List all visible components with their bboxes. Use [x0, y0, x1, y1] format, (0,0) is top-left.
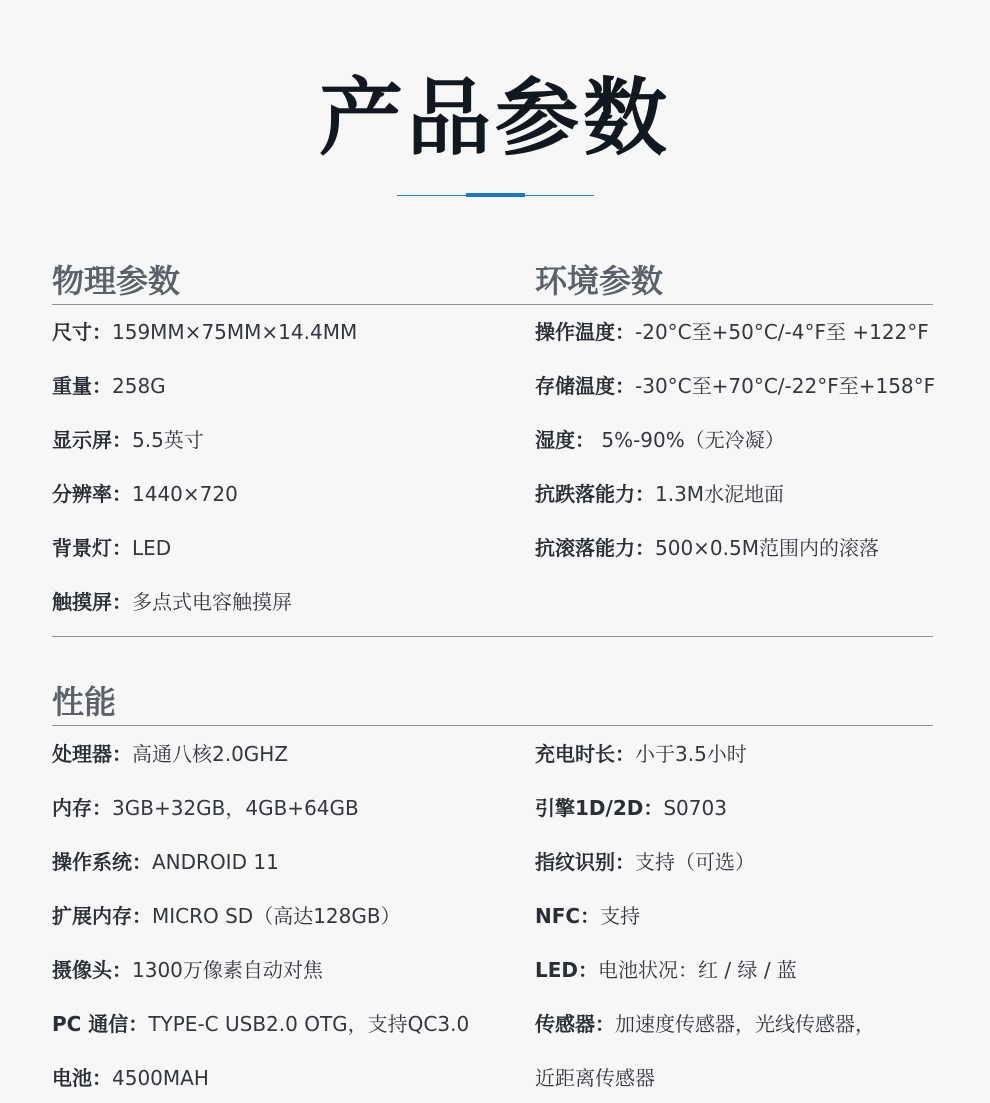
spec-key: 湿度：: [535, 428, 595, 452]
spec-value: 高通八核2.0GHZ: [132, 742, 289, 766]
spec-row-sensors-continued: [535, 1064, 655, 1092]
environment-params-heading: 环境参数: [535, 262, 664, 300]
page-title: 产品参数: [318, 69, 671, 167]
spec-row-operating-temp: [535, 318, 929, 346]
spec-key: 内存：: [52, 796, 112, 820]
spec-value: -20°C至+50°C/-4°F至 +122°F: [635, 320, 929, 344]
spec-value: 多点式电容触摸屏: [132, 590, 292, 614]
physical-params-heading: 物理参数: [52, 262, 181, 300]
spec-key: 充电时长：: [535, 742, 635, 766]
section-divider: [52, 725, 933, 726]
performance-heading: 性能: [52, 683, 117, 721]
spec-key: 摄像头：: [52, 958, 132, 982]
spec-value: 258G: [112, 374, 166, 398]
spec-value: 500×0.5M范围内的滚落: [655, 536, 879, 560]
spec-row-weight: [52, 372, 166, 400]
spec-value: 5%-90%（无冷凝）: [595, 428, 785, 452]
spec-row-charge-time: [535, 740, 747, 768]
spec-value: MICRO SD（高达128GB）: [152, 904, 401, 928]
spec-row-backlight: [52, 534, 171, 562]
spec-value: 1300万像素自动对焦: [132, 958, 323, 982]
spec-key: 抗滚落能力：: [535, 536, 655, 560]
spec-row-nfc: [535, 902, 640, 930]
spec-value: 加速度传感器，光线传感器，: [615, 1012, 875, 1036]
spec-value: 4500MAH: [112, 1066, 209, 1090]
spec-row-touchscreen: [52, 588, 292, 616]
spec-value: 支持（可选）: [635, 850, 755, 874]
spec-row-battery: [52, 1064, 209, 1092]
spec-row-storage-temp: [535, 372, 935, 400]
spec-key: 处理器：: [52, 742, 132, 766]
spec-key: 操作系统：: [52, 850, 152, 874]
spec-value: 小于3.5小时: [635, 742, 747, 766]
spec-key: 显示屏：: [52, 428, 132, 452]
spec-row-tumble-resistance: [535, 534, 879, 562]
spec-key: LED：: [535, 958, 599, 982]
spec-key: 引擎1D/2D：: [535, 796, 664, 820]
spec-row-expansion: [52, 902, 401, 930]
spec-row-led: [535, 956, 797, 984]
spec-value: 近距离传感器: [535, 1066, 655, 1090]
spec-row-humidity: [535, 426, 785, 454]
spec-row-processor: [52, 740, 288, 768]
spec-value: S0703: [663, 796, 727, 820]
spec-key: 传感器：: [535, 1012, 615, 1036]
spec-row-os: [52, 848, 279, 876]
spec-row-fingerprint: [535, 848, 755, 876]
spec-value: TYPE-C USB2.0 OTG，支持QC3.0: [148, 1012, 470, 1036]
spec-key: 操作温度：: [535, 320, 635, 344]
spec-value: 电池状况：红 / 绿 / 蓝: [598, 958, 797, 982]
spec-row-memory: [52, 794, 359, 822]
spec-row-sensors: [535, 1010, 875, 1038]
spec-row-display: [52, 426, 204, 454]
spec-value: 1.3M水泥地面: [655, 482, 785, 506]
spec-value: -30°C至+70°C/-22°F至+158°F: [635, 374, 936, 398]
spec-value: ANDROID 11: [152, 850, 279, 874]
spec-key: 抗跌落能力：: [535, 482, 655, 506]
spec-row-size: [52, 318, 357, 346]
title-underline-accent: [466, 193, 525, 197]
spec-key: 重量：: [52, 374, 112, 398]
spec-key: 存储温度：: [535, 374, 635, 398]
spec-value: 支持: [600, 904, 641, 928]
spec-value: 3GB+32GB，4GB+64GB: [112, 796, 359, 820]
spec-key: 背景灯：: [52, 536, 132, 560]
spec-key: 触摸屏：: [52, 590, 132, 614]
spec-key: 扩展内存：: [52, 904, 152, 928]
spec-row-drop-resistance: [535, 480, 784, 508]
section-divider: [52, 636, 933, 637]
spec-value: 5.5英寸: [132, 428, 204, 452]
spec-key: 指纹识别：: [535, 850, 635, 874]
spec-row-scan-engine: [535, 794, 727, 822]
spec-key: NFC：: [535, 904, 601, 928]
spec-row-resolution: [52, 480, 238, 508]
spec-row-pc-communication: [52, 1010, 469, 1038]
spec-key: PC 通信：: [52, 1012, 149, 1036]
spec-key: 分辨率：: [52, 482, 132, 506]
spec-value: 1440×720: [132, 482, 238, 506]
spec-key: 尺寸：: [52, 320, 112, 344]
spec-value: 159MM×75MM×14.4MM: [112, 320, 358, 344]
spec-key: 电池：: [52, 1066, 112, 1090]
section-divider: [52, 304, 933, 305]
spec-row-camera: [52, 956, 323, 984]
spec-value: LED: [132, 536, 172, 560]
